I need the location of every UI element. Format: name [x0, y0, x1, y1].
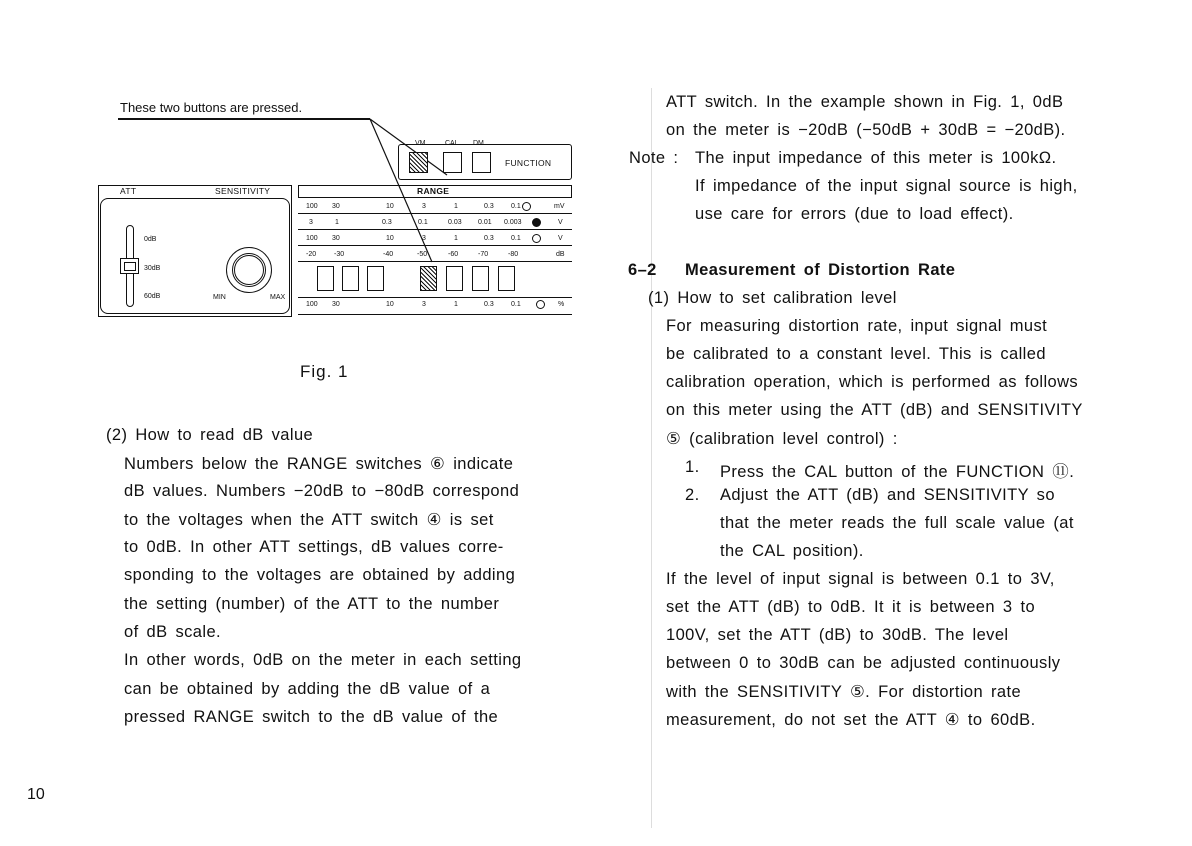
- body-line: with the SENSITIVITY ⑤. For distortion rate: [666, 683, 1022, 701]
- range-button: [472, 266, 489, 291]
- range-cell: 0.1: [418, 219, 428, 226]
- step-number: 2.: [685, 486, 700, 504]
- function-label-cal: CAL: [445, 140, 459, 147]
- sub-heading: (1) How to set calibration level: [648, 289, 897, 307]
- section-number: 6–2: [628, 261, 657, 279]
- range-cell: 0.3: [484, 203, 494, 210]
- range-cell: -30: [334, 251, 345, 258]
- range-unit: V: [558, 219, 563, 226]
- range-cell: -60: [448, 251, 459, 258]
- function-title: FUNCTION: [505, 158, 552, 168]
- range-button: [498, 266, 515, 291]
- indicator-dot: [532, 234, 541, 243]
- body-line: of dB scale.: [124, 623, 222, 641]
- note-line: The input impedance of this meter is 100kΩ.: [695, 149, 1057, 167]
- range-cell: 10: [386, 235, 394, 242]
- att-label: ATT: [120, 186, 137, 196]
- percent-cell: 30: [332, 301, 340, 308]
- body-line: In other words, 0dB on the meter in each setting: [124, 651, 522, 669]
- att-slider-knob: [120, 258, 139, 274]
- dm-button: [472, 152, 491, 173]
- range-cell: 100: [306, 203, 318, 210]
- body-line: the setting (number) of the ATT to the number: [124, 595, 500, 613]
- percent-unit: %: [558, 301, 565, 308]
- max-label: MAX: [270, 294, 286, 301]
- range-button: [446, 266, 463, 291]
- note-label: Note :: [629, 149, 679, 167]
- range-cell: -80: [508, 251, 519, 258]
- range-label: RANGE: [417, 186, 450, 196]
- vm-button-pressed: [409, 152, 428, 173]
- range-cell: 30: [332, 235, 340, 242]
- range-cell: 0.01: [478, 219, 492, 226]
- range-cell: -70: [478, 251, 489, 258]
- figure-number: Fig. 1: [300, 362, 349, 381]
- sensitivity-label: SENSITIVITY: [215, 186, 271, 196]
- percent-cell: 0.3: [484, 301, 494, 308]
- range-cell: 3: [422, 203, 426, 210]
- att-0db: 0dB: [144, 236, 157, 243]
- range-button: [317, 266, 334, 291]
- range-cell: 0.1: [511, 203, 521, 210]
- range-cell: 0.3: [484, 235, 494, 242]
- min-label: MIN: [213, 294, 226, 301]
- body-line: set the ATT (dB) to 0dB. It it is between 3 to: [666, 598, 1036, 616]
- percent-cell: 1: [454, 301, 458, 308]
- body-line: on the meter is −20dB (−50dB + 30dB = −20dB).: [666, 121, 1066, 139]
- range-cell: 0.3: [382, 219, 392, 226]
- range-button: [367, 266, 384, 291]
- range-button-pressed: [420, 266, 437, 291]
- range-cell: 3: [422, 235, 426, 242]
- step-line: Press the CAL button of the FUNCTION ⑪.: [720, 463, 1075, 481]
- page-number: 10: [27, 786, 45, 803]
- indicator-dot-filled: [532, 218, 541, 227]
- step-number: 1.: [685, 458, 700, 476]
- cal-button: [443, 152, 462, 173]
- step-line: Adjust the ATT (dB) and SENSITIVITY so: [720, 486, 1055, 504]
- percent-cell: 10: [386, 301, 394, 308]
- range-cell: 1: [335, 219, 339, 226]
- body-line: to 0dB. In other ATT settings, dB values corre-: [124, 538, 504, 556]
- range-unit: dB: [556, 251, 565, 258]
- body-line: be calibrated to a constant level. This is called: [666, 345, 1046, 363]
- section-heading-read-db: (2) How to read dB value: [106, 426, 314, 444]
- sensitivity-knob-inner: [232, 253, 266, 287]
- gutter-line: [651, 88, 652, 828]
- range-cell: 30: [332, 203, 340, 210]
- range-cell: 1: [454, 235, 458, 242]
- range-cell: 0.03: [448, 219, 462, 226]
- range-cell: -40: [383, 251, 394, 258]
- body-line: calibration operation, which is performed as follows: [666, 373, 1079, 391]
- range-unit: mV: [554, 203, 565, 210]
- body-line: If the level of input signal is between 0.1 to 3V,: [666, 570, 1055, 588]
- att-60db: 60dB: [144, 293, 161, 300]
- body-line: ATT switch. In the example shown in Fig. 1, 0dB: [666, 93, 1064, 111]
- range-cell: 100: [306, 235, 318, 242]
- range-button: [342, 266, 359, 291]
- function-label-dm: DM: [473, 140, 484, 147]
- body-line: ⑤ (calibration level control) :: [666, 430, 898, 448]
- indicator-dot: [536, 300, 545, 309]
- note-line: If impedance of the input signal source is high,: [695, 177, 1078, 195]
- figure-caption: These two buttons are pressed.: [120, 100, 303, 115]
- body-line: sponding to the voltages are obtained by adding: [124, 566, 516, 584]
- range-cell: -50: [417, 251, 428, 258]
- body-line: For measuring distortion rate, input signal must: [666, 317, 1048, 335]
- percent-cell: 0.1: [511, 301, 521, 308]
- range-cell: -20: [306, 251, 317, 258]
- range-cell: 1: [454, 203, 458, 210]
- body-line: 100V, set the ATT (dB) to 30dB. The level: [666, 626, 1009, 644]
- range-cell: 0.1: [511, 235, 521, 242]
- body-line: between 0 to 30dB can be adjusted continuously: [666, 654, 1061, 672]
- range-unit: V: [558, 235, 563, 242]
- body-line: can be obtained by adding the dB value of a: [124, 680, 491, 698]
- range-cell: 10: [386, 203, 394, 210]
- body-line: Numbers below the RANGE switches ⑥ indicate: [124, 455, 514, 473]
- section-title: Measurement of Distortion Rate: [685, 261, 956, 279]
- percent-cell: 3: [422, 301, 426, 308]
- body-line: on this meter using the ATT (dB) and SENSITIVITY: [666, 401, 1083, 419]
- step-line: the CAL position).: [720, 542, 864, 560]
- note-line: use care for errors (due to load effect).: [695, 205, 1014, 223]
- body-line: pressed RANGE switch to the dB value of the: [124, 708, 499, 726]
- range-cell: 0.003: [504, 219, 522, 226]
- step-line: that the meter reads the full scale value (at: [720, 514, 1074, 532]
- percent-cell: 100: [306, 301, 318, 308]
- att-30db: 30dB: [144, 265, 161, 272]
- range-cell: 3: [309, 219, 313, 226]
- body-line: dB values. Numbers −20dB to −80dB correspond: [124, 482, 520, 500]
- indicator-dot: [522, 202, 531, 211]
- body-line: measurement, do not set the ATT ④ to 60dB.: [666, 711, 1036, 729]
- body-line: to the voltages when the ATT switch ④ is set: [124, 511, 494, 529]
- function-label-vm: VM: [415, 140, 426, 147]
